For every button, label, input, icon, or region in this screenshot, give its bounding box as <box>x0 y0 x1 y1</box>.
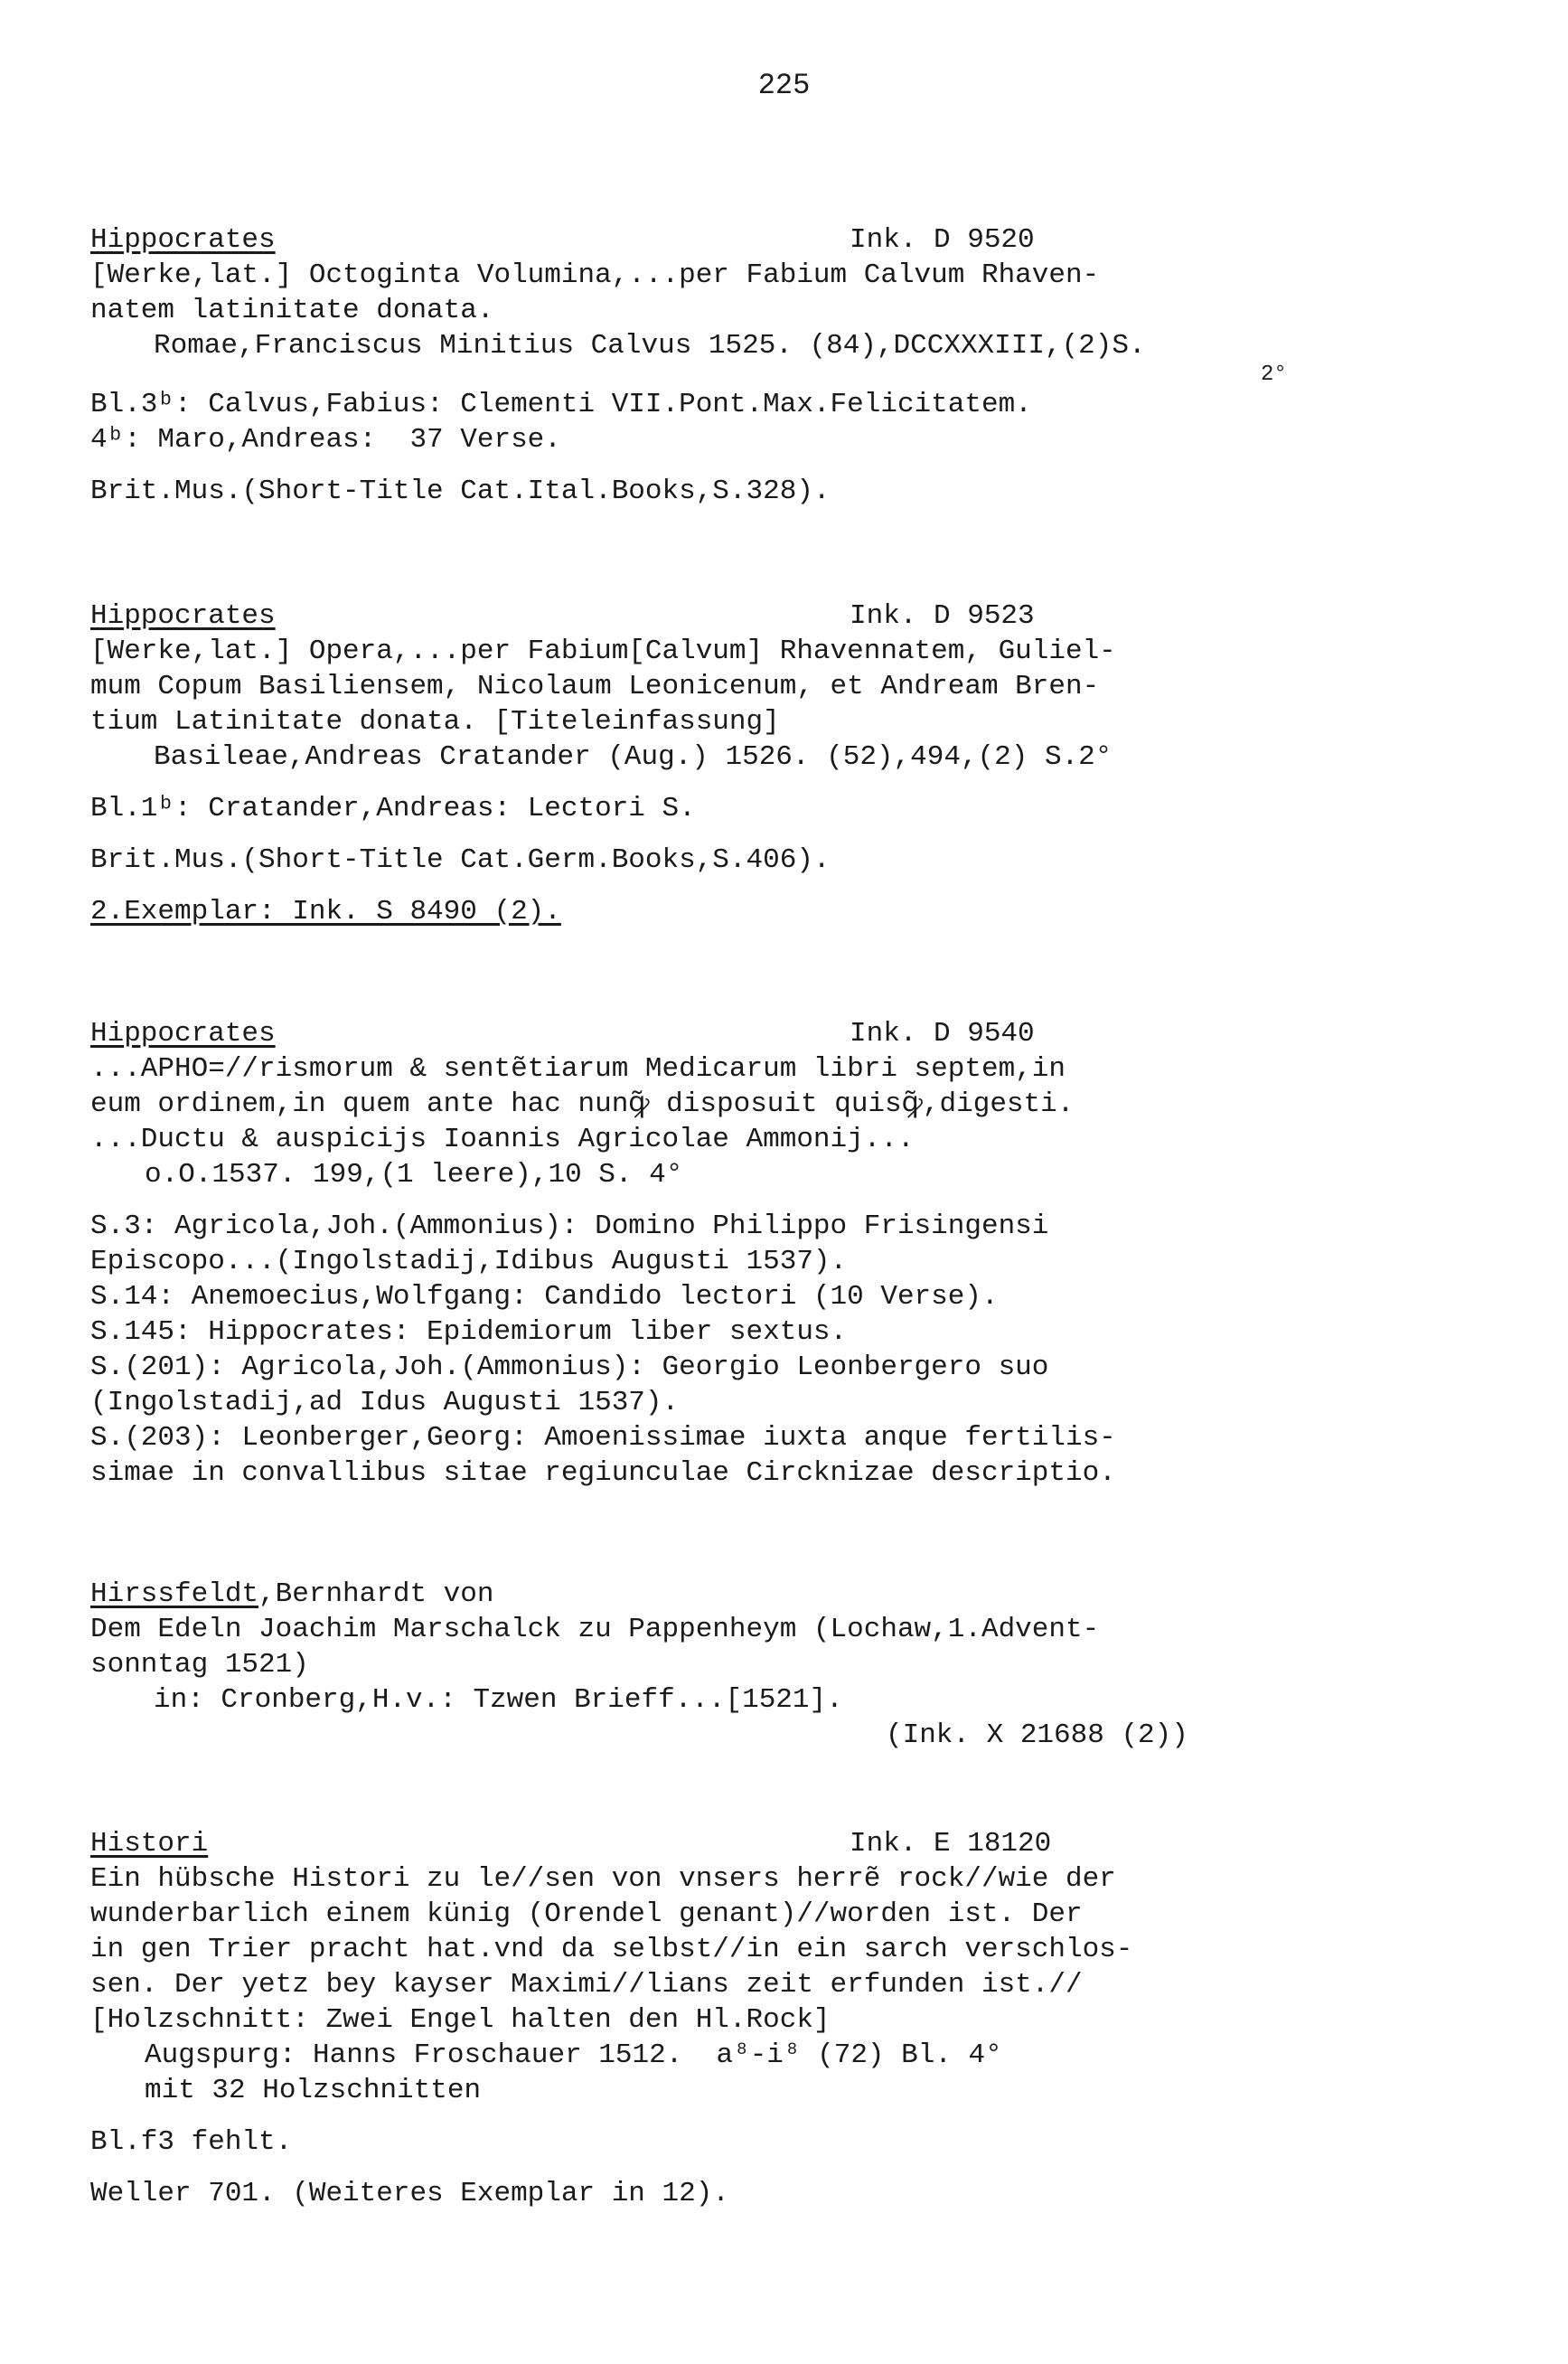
entry-header <box>90 1016 1283 1051</box>
note-line: (Ingolstadij,ad Idus Augusti 1537). <box>90 1387 680 1418</box>
imprint-extra: mit 32 Holzschnitten <box>145 2075 482 2106</box>
catalog-entry <box>90 598 1283 929</box>
note-line: 4ᵇ: Maro,Andreas: 37 Verse. <box>90 424 561 456</box>
entry-heading: Hippocrates <box>90 600 276 632</box>
copy-note: 2.Exemplar: Ink. S 8490 (2). <box>90 896 561 928</box>
note-line: S.14: Anemoecius,Wolfgang: Candido lectori (10 Verse). <box>90 1281 999 1313</box>
note-line: S.145: Hippocrates: Epidemiorum liber sextus. <box>90 1316 848 1348</box>
entry-header <box>90 598 1283 634</box>
entry-heading: Hippocrates <box>90 1018 276 1050</box>
shelfmark: Ink. D 9523 <box>850 600 1035 632</box>
note-line: simae in convallibus sitae regiunculae Circknizae descriptio. <box>90 1457 1116 1489</box>
note-line: S.(203): Leonberger,Georg: Amoenissimae iuxta anque fertilis- <box>90 1422 1116 1454</box>
title-line: [Werke,lat.] Opera,...per Fabium[Calvum] Rhavennatem, Guliel- <box>90 636 1116 667</box>
note-line: Bl.f3 fehlt. <box>90 2126 293 2158</box>
entry-heading: Hirssfeldt <box>90 1578 259 1610</box>
entry-header <box>90 222 1283 258</box>
title-line: Dem Edeln Joachim Marschalck zu Pappenheym (Lochaw,1.Advent- <box>90 1614 1100 1645</box>
title-line: tium Latinitate donata. [Titeleinfassung] <box>90 706 780 738</box>
reference-line: Weller 701. (Weiteres Exemplar in 12). <box>90 2178 729 2209</box>
title-line: [Holzschnitt: Zwei Engel halten den Hl.Rock] <box>90 2004 831 2036</box>
imprint-line: Basileae,Andreas Cratander (Aug.) 1526. (52),494,(2) S.2° <box>154 741 1113 773</box>
page-number: 225 <box>757 69 811 102</box>
imprint-line: Augspurg: Hanns Froschauer 1512. a⁸-i⁸ (72) Bl. 4° <box>145 2039 1002 2071</box>
title-line: wunderbarlich einem künig (Orendel genant)//worden ist. Der <box>90 1898 1083 1930</box>
shelfmark: Ink. E 18120 <box>850 1828 1052 1860</box>
reference-line: Brit.Mus.(Short-Title Cat.Germ.Books,S.406). <box>90 844 831 876</box>
note-line: S.3: Agricola,Joh.(Ammonius): Domino Philippo Frisingensi <box>90 1210 1049 1242</box>
title-line: mum Copum Basiliensem, Nicolaum Leonicenum, et Andream Bren- <box>90 671 1100 702</box>
imprint-line: Romae,Franciscus Minitius Calvus 1525. (84),DCCXXXIII,(2)S. <box>154 330 1146 362</box>
entry-header <box>90 1577 1283 1612</box>
title-line: eum ordinem,in quem ante hac nunꝙ̃ disposuit quisꝙ̃,digesti. <box>90 1088 1075 1120</box>
title-line: sen. Der yetz bey kayser Maximi//lians zeit erfunden ist.// <box>90 1969 1083 2001</box>
note-line: Episcopo...(Ingolstadij,Idibus Augusti 1537). <box>90 1246 848 1277</box>
catalog-entry <box>90 1577 1283 1753</box>
title-line: ...APHO=//rismorum & sentẽtiarum Medicarum libri septem,in <box>90 1053 1066 1085</box>
catalog-entry <box>90 1016 1283 1491</box>
entry-heading: Hippocrates <box>90 224 276 256</box>
note-line: Bl.3ᵇ: Calvus,Fabius: Clementi VII.Pont.Max.Felicitatem. <box>90 389 1032 420</box>
note-line: Bl.1ᵇ: Cratander,Andreas: Lectori S. <box>90 793 696 824</box>
format-label: 2° <box>1261 363 1287 387</box>
title-line: Ein hübsche Histori zu le//sen von vnsers herrẽ rock//wie der <box>90 1863 1116 1895</box>
imprint-line: o.O.1537. 199,(1 leere),10 S. 4° <box>145 1159 683 1191</box>
title-line: natem latinitate donata. <box>90 295 494 326</box>
catalog-entry <box>90 222 1287 509</box>
catalog-entry <box>90 1826 1283 2211</box>
title-line: sonntag 1521) <box>90 1649 309 1681</box>
shelfmark: Ink. D 9540 <box>850 1018 1035 1050</box>
entry-heading-suffix: ,Bernhardt von <box>258 1578 494 1610</box>
shelfmark-line: (Ink. X 21688 (2)) <box>886 1719 1188 1751</box>
title-line: ...Ductu & auspicijs Ioannis Agricolae Ammonij... <box>90 1124 915 1155</box>
reference-line: Brit.Mus.(Short-Title Cat.Ital.Books,S.328). <box>90 476 831 507</box>
title-line: [Werke,lat.] Octoginta Volumina,...per Fabium Calvum Rhaven- <box>90 259 1100 291</box>
shelfmark: Ink. D 9520 <box>850 224 1035 256</box>
entry-header <box>90 1826 1283 1861</box>
title-line: in gen Trier pracht hat.vnd da selbst//in ein sarch verschlos- <box>90 1934 1133 1965</box>
in-line: in: Cronberg,H.v.: Tzwen Brieff...[1521]. <box>154 1684 843 1716</box>
format-line <box>90 363 1287 387</box>
note-line: S.(201): Agricola,Joh.(Ammonius): Georgio Leonbergero suo <box>90 1352 1049 1383</box>
entry-heading: Histori <box>90 1828 209 1860</box>
